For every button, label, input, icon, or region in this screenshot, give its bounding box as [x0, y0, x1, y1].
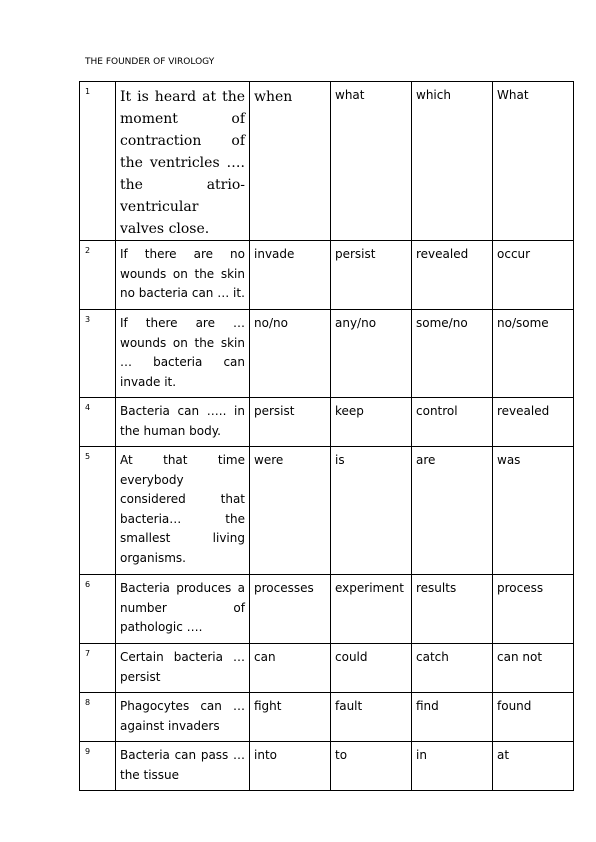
option-cell: processes [250, 575, 331, 644]
option-cell: results [412, 575, 493, 644]
option-cell: fight [250, 693, 331, 742]
option-cell: which [412, 82, 493, 241]
option-cell: fault [331, 693, 412, 742]
question-cell: At that time everybody considered that bacteria… the smallest living organisms. [116, 447, 250, 575]
question-cell: Bacteria produces a number of pathologic …. [116, 575, 250, 644]
question-cell: If there are … wounds on the skin … bacteria can invade it. [116, 310, 250, 398]
option-cell: revealed [493, 398, 574, 447]
option-cell: find [412, 693, 493, 742]
option-cell: no/some [493, 310, 574, 398]
option-cell: what [331, 82, 412, 241]
table-row [80, 398, 574, 447]
table-row [80, 575, 574, 644]
option-cell: was [493, 447, 574, 575]
question-cell: It is heard at the moment of contraction of the ventricles …. the atrio-ventricular valves close. [116, 82, 250, 241]
option-cell: any/no [331, 310, 412, 398]
option-cell: revealed [412, 241, 493, 310]
option-cell: What [493, 82, 574, 241]
row-number: 1 [80, 82, 116, 241]
option-cell: catch [412, 644, 493, 693]
question-cell: Bacteria can pass … the tissue [116, 742, 250, 791]
option-cell: in [412, 742, 493, 791]
row-number: 6 [80, 575, 116, 644]
question-cell: If there are no wounds on the skin no bacteria can … it. [116, 241, 250, 310]
row-number: 9 [80, 742, 116, 791]
option-cell: can [250, 644, 331, 693]
row-number: 2 [80, 241, 116, 310]
option-cell: invade [250, 241, 331, 310]
option-cell: is [331, 447, 412, 575]
option-cell: found [493, 693, 574, 742]
option-cell: were [250, 447, 331, 575]
row-number: 8 [80, 693, 116, 742]
option-cell: occur [493, 241, 574, 310]
table-row [80, 644, 574, 693]
row-number: 5 [80, 447, 116, 575]
option-cell: keep [331, 398, 412, 447]
option-cell: process [493, 575, 574, 644]
option-cell: could [331, 644, 412, 693]
option-cell: at [493, 742, 574, 791]
option-cell: experiment [331, 575, 412, 644]
option-cell: when [250, 82, 331, 241]
option-cell: persist [250, 398, 331, 447]
quiz-table [79, 81, 574, 791]
option-cell: control [412, 398, 493, 447]
option-cell: to [331, 742, 412, 791]
table-row [80, 310, 574, 398]
option-cell: can not [493, 644, 574, 693]
table-row [80, 742, 574, 791]
table-row [80, 447, 574, 575]
document-title: THE FOUNDER OF VIROLOGY [85, 57, 215, 67]
question-cell: Certain bacteria … persist [116, 644, 250, 693]
question-cell: Bacteria can ….. in the human body. [116, 398, 250, 447]
option-cell: persist [331, 241, 412, 310]
question-cell: Phagocytes can … against invaders [116, 693, 250, 742]
option-cell: are [412, 447, 493, 575]
row-number: 4 [80, 398, 116, 447]
row-number: 7 [80, 644, 116, 693]
option-cell: some/no [412, 310, 493, 398]
table-row [80, 241, 574, 310]
table-row [80, 82, 574, 241]
option-cell: into [250, 742, 331, 791]
option-cell: no/no [250, 310, 331, 398]
table-row [80, 693, 574, 742]
row-number: 3 [80, 310, 116, 398]
